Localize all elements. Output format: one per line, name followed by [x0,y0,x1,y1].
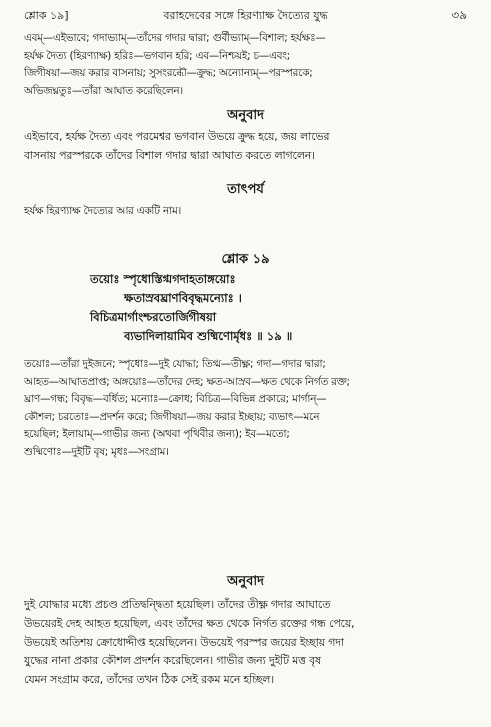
verse [24,270,467,352]
verse-line: তয়োঃ স্পৃধোস্তিগ্মগদাহতাঙ্গয়োঃ [90,272,236,286]
synonym-line: হর্যক্ষ দৈত্য (হিরণ্যাক্ষ) হরিঃ—ভগবান হরি; এব—নিশ্চয়ই; চ—এবং; [24,49,291,62]
synonym-line: জিগীষয়া—জয় করার বাসনায়; সুসংরব্ধৌ—ক্রুদ্ধ; অন্যোন্যম্—পরস্পরকে; [24,67,313,80]
translation-line: বাসনায় পরস্পরকে তাঁদের বিশাল গদার দ্বারা আঘাত করতে লাগলেন। [24,148,315,162]
running-title: বরাহদেবের সঙ্গে হিরণ্যাক্ষ দৈত্যের যুদ্ধ [163,9,328,22]
synonyms-verse [24,356,467,462]
page-number: ৩৯ [451,8,467,22]
verse-line: ব্যভাদিলায়ামিব শুষ্মিণোর্মৃধঃ ॥ ১৯ ॥ [124,329,293,343]
translation-heading: অনুবাদ [227,574,264,589]
synonym-line: কৌশল; চরতোঃ—প্রদর্শন করে; জিগীষয়া—জয় করার ইচ্ছায়; ব্যভাৎ—মনে [24,410,320,423]
translation-line: উভয়েরই দেহ আহত হয়েছিল, এবং তাঁদের ক্ষত থেকে নির্গত রক্তের গন্ধ পেয়ে, [24,616,355,630]
synonym-line: অভিজঘ্নতুঃ—তাঁরা আঘাত করেছিলেন। [24,84,183,97]
translation-line: যুদ্ধের নানা প্রকার কৌশল প্রদর্শন করেছিলেন। গাভীর জন্য দুইটি মত্ত বৃষ [24,654,321,668]
verse-line: বিচিত্রমার্গাংশ্চরতোর্জিগীষয়া [90,310,217,324]
translation-line: উভয়েই অতিশয় ক্রোধোদ্দীপ্ত হয়েছিলেন। উভয়েই পরস্পর জয়ের ইচ্ছায় গদা [24,635,344,649]
synonym-line: ঘ্রাণ—গন্ধ; বিবৃদ্ধ—বর্ধিত; মন্যোঃ—ক্রোধ; বিচিত্র—বিভিন্ন প্রকারে; মার্গান্— [24,393,327,406]
verse-line: ক্ষতাস্রবঘ্রাণবিবৃদ্ধমন্যোঃ । [124,291,242,305]
purport-line: হর্যক্ষ হিরণ্যাক্ষ দৈত্যের আর একটি নাম। [24,205,182,217]
running-header [24,4,467,24]
translation-line: যেমন সংগ্রাম করে, তাঁদের তখন ঠিক সেই রকম মনে হচ্ছিল। [24,673,274,687]
synonym-line: শুষ্মিণোঃ—দুইটি বৃষ; মৃধঃ—সংগ্রাম। [24,445,169,458]
translation-heading: অনুবাদ [227,108,264,123]
translation-line: এইভাবে, হর্যক্ষ দৈত্য এবং পরমেশ্বর ভগবান উভয়ে ক্রুদ্ধ হয়ে, জয় লাভের [24,130,330,143]
synonym-line: আহত—আঘাতপ্রাপ্ত; অঙ্গয়োঃ—তাঁদের দেহ; ক্ষত-আস্রব—ক্ষত থেকে নির্গত রক্ত; [24,375,350,388]
translation-line: দুই যোদ্ধার মধ্যে প্রচণ্ড প্রতিদ্বন্দ্বিতা হয়েছিল। তাঁদের তীক্ষ্ণ গদার আঘাতে [24,598,331,611]
translation-2 [24,596,467,690]
synonym-line: হয়েছিল; ইলায়াম্—গাভীর জন্য (অথবা পৃথিবীর জন্য); ইব—মতো; [24,428,290,441]
synonym-line: এবম্—এইভাবে; গদাভ্যাম্—তাঁদের গদার দ্বারা; গুর্বীভ্যাম্—বিশাল; হর্যক্ষঃ— [24,32,326,44]
verse-heading: শ্লোক ১৯ [221,252,270,267]
synonym-line: তয়োঃ—তাঁরা দুইজনে; স্পৃধোঃ—দুই যোদ্ধা; তিগ্ম—তীক্ষ্ণ; গদা—গদার দ্বারা; [24,358,326,370]
translation-1 [24,128,467,166]
purport [24,203,467,221]
chapter-reference: শ্লোক ১৯] [24,9,69,22]
synonyms-top [24,30,467,100]
purport-heading: তাৎপর্য [227,182,264,197]
